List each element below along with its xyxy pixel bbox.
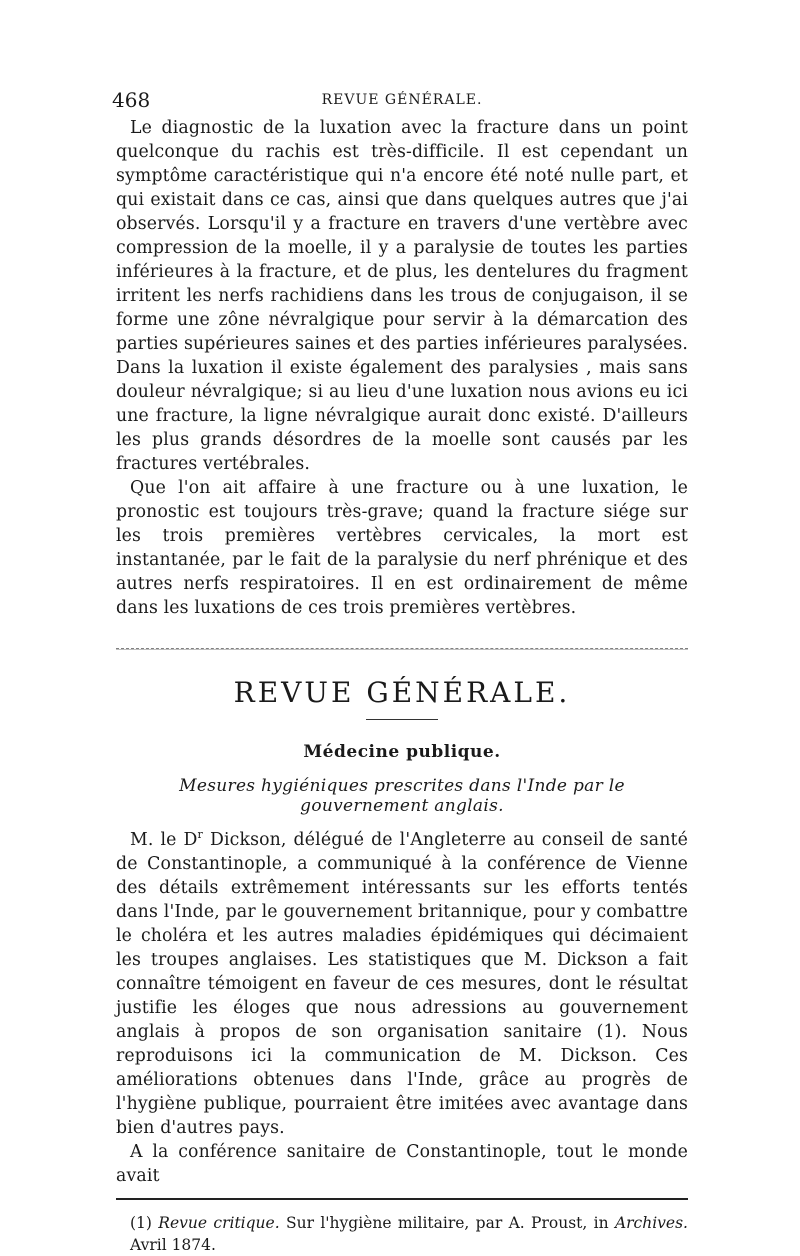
section-separator: [116, 648, 688, 650]
subsection-title: Médecine publique.: [303, 742, 501, 762]
footnote-source: Revue critique.: [158, 1214, 280, 1232]
doctor-superscript: r: [197, 828, 203, 842]
title-rule: [366, 719, 438, 720]
footnote-rule: [116, 1198, 688, 1200]
page-number: 468: [112, 88, 151, 112]
footnote-journal: Archives.: [614, 1214, 688, 1232]
book-page: [112, 88, 688, 1256]
footnote-date: Avril 1874.: [130, 1236, 216, 1254]
footnote: [116, 1212, 688, 1256]
running-head: [112, 88, 688, 116]
section-title: REVUE GÉNÉRALE.: [233, 676, 571, 709]
running-title: REVUE GÉNÉRALE.: [321, 92, 483, 108]
footnote-marker: (1): [130, 1214, 159, 1232]
dickson-lead: M. le D: [130, 830, 198, 850]
paragraph-dickson: [116, 828, 688, 1140]
paragraph-conference: A la conférence sanitaire de Constantinople, tout le monde avait: [116, 1142, 688, 1186]
paragraph-pronostic: Que l'on ait affaire à une fracture ou à une luxation, le pronostic est toujours très-grave; quand la fracture siége sur les trois premières vertèbres cervicales, la mort est instantanée, par le fait de la paralysie du nerf phrénique et des autres nerfs respiratoires. Il en est ordinairement de même dans les luxations de ces trois premières vertèbres.: [116, 478, 688, 618]
footnote-middle: Sur l'hygiène militaire, par A. Proust, in: [279, 1214, 615, 1232]
article-title: Mesures hygiéniques prescrites dans l'Inde par le gouvernement anglais.: [179, 776, 625, 816]
dickson-rest: Dickson, délégué de l'Angleterre au conseil de santé de Constantinople, a communiqué à la conférence de Vienne des détails extrêmement intéressants sur les efforts tentés dans l'Inde, par le gouvernement britannique, pour y combattre le choléra et les autres maladies épidémiques qui décimaient les troupes anglaises. Les statistiques que M. Dickson a fait connaître témoigent en faveur de ces mesures, dont le résultat justifie les éloges que nous adressions au gouvernement anglais à propos de son organisation sanitaire (1). Nous reproduisons ici la communication de M. Dickson. Ces améliorations obtenues dans l'Inde, grâce au progrès de l'hygiène publique, pourraient être imitées avec avantage dans bien d'autres pays.: [116, 830, 688, 1138]
paragraph-diagnostic: Le diagnostic de la luxation avec la fracture dans un point quelconque du rachis est très-difficile. Il est cependant un symptôme caractéristique qui n'a encore été noté nulle part, et qui existait dans ce cas, ainsi que dans quelques autres que j'ai observés. Lorsqu'il y a fracture en travers d'une vertèbre avec compression de la moelle, il y a paralysie de toutes les parties inférieures à la fracture, et de plus, les dentelures du fragment irritent les nerfs rachidiens dans les trous de conjugaison, il se forme une zône névralgique pour servir à la démarcation des parties supérieures saines et des parties inférieures paralysées. Dans la luxation il existe également des paralysies , mais sans douleur névralgique; si au lieu d'une luxation nous avions eu ici une fracture, la ligne névralgique aurait donc existé. D'ailleurs les plus grands désordres de la moelle sont causés par les fractures vertébrales.: [116, 118, 688, 474]
